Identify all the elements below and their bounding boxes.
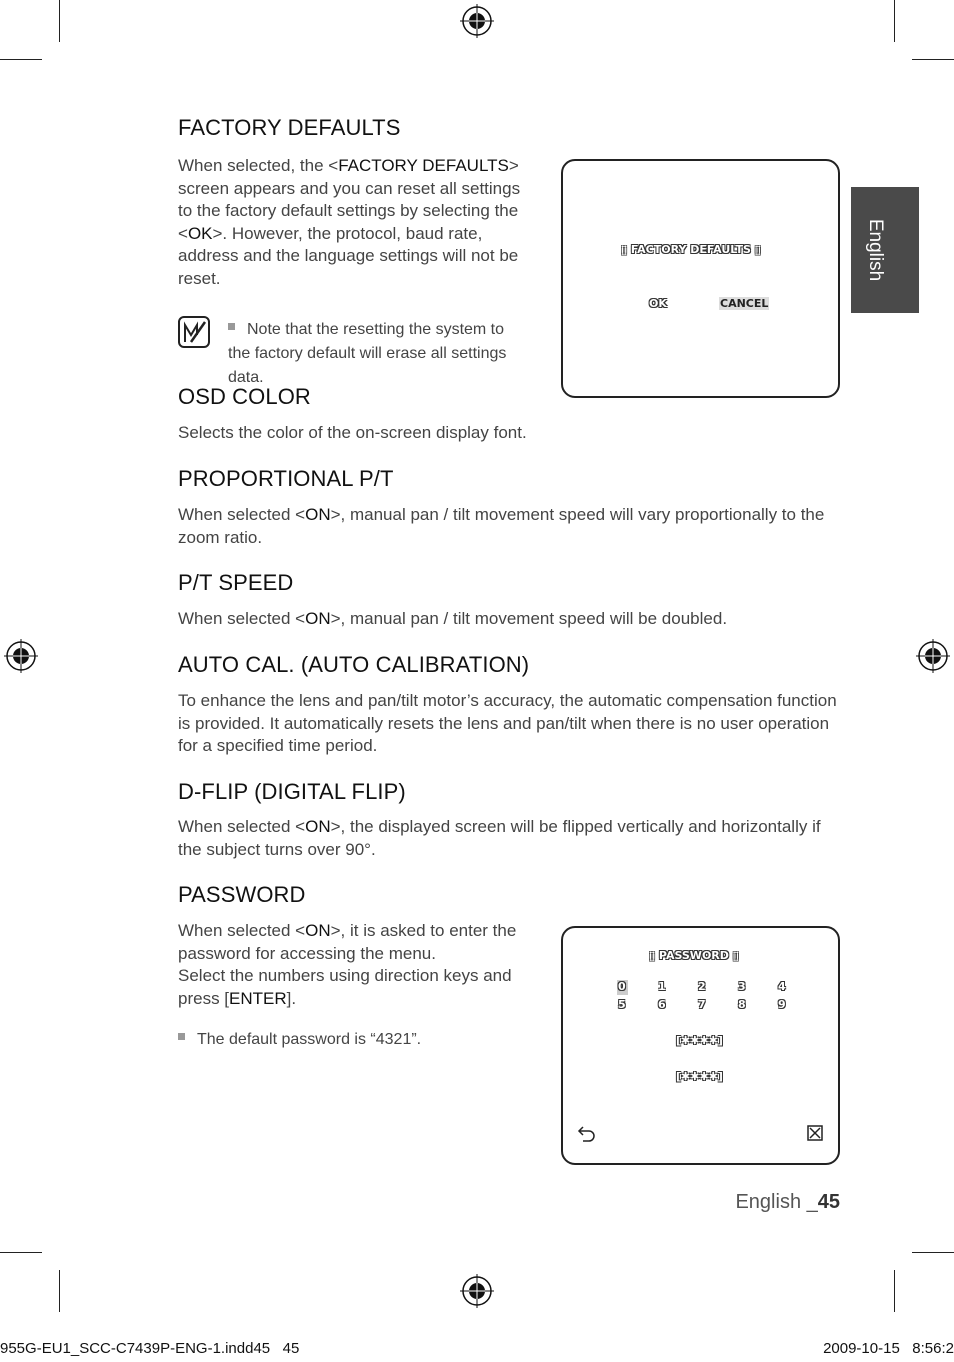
osd-exit-icon[interactable] (807, 1125, 823, 1141)
dflip-body (178, 816, 840, 861)
body-text: When selected, the < (178, 156, 339, 175)
body-text: When selected < (178, 817, 306, 836)
auto-cal-body: To enhance the lens and pan/tilt motor’s accuracy, the automatic compensation function is provided. It automatically resets the lens and pan/tilt when there is no user operation for a specified time period. (178, 691, 837, 755)
password-note (178, 1028, 518, 1052)
osd-digit[interactable]: 1 (658, 980, 666, 993)
body-text: >, manual pan / tilt movement speed will vary proportionally to the zoom ratio. (178, 505, 825, 547)
osd-title-row (649, 949, 739, 962)
crop-mark (894, 1270, 895, 1312)
note-text: The default password is “4321”. (197, 1031, 422, 1048)
registration-mark-icon (460, 1274, 494, 1308)
body-text: >. However, the protocol, baud rate, address and the language settings will not be reset. (178, 223, 519, 288)
osd-digit[interactable]: 5 (618, 998, 626, 1011)
osd-password-confirm: [✱✱✱✱] (676, 1070, 723, 1083)
registration-mark-icon (460, 4, 494, 38)
osd-digit[interactable]: 8 (738, 998, 746, 1011)
osd-title: FACTORY DEFAULTS (630, 243, 751, 256)
body-text: Select the numbers using direction keys and press [ (178, 966, 512, 1008)
osd-digit[interactable]: 7 (698, 998, 706, 1011)
password-body (178, 920, 540, 1010)
crop-mark (59, 0, 60, 42)
page-number (640, 1191, 840, 1214)
osd-digit[interactable]: 2 (698, 980, 706, 993)
osd-title-row (621, 243, 761, 256)
bullet-icon (178, 1033, 185, 1040)
osd-screen-factory-defaults (561, 159, 840, 398)
bullet-icon (228, 323, 235, 330)
crop-mark (0, 59, 42, 60)
proportional-pt-body (178, 504, 840, 549)
body-text: ]. (286, 988, 297, 1008)
osd-digit[interactable]: 3 (738, 980, 746, 993)
osd-digit[interactable]: 0 (618, 980, 626, 993)
section-title-factory-defaults: FACTORY DEFAULTS (178, 115, 401, 140)
osd-screen-password (561, 926, 840, 1165)
section-title-pt-speed: P/T SPEED (178, 570, 294, 595)
section-title-osd-color: OSD COLOR (178, 384, 311, 409)
registration-mark-icon (4, 639, 38, 673)
menu-term: ON (305, 505, 331, 524)
menu-term: FACTORY DEFAULTS (338, 156, 509, 175)
page-number-value: 45 (817, 1191, 840, 1213)
osd-digit[interactable]: 9 (778, 998, 786, 1011)
osd-digit[interactable]: 4 (778, 980, 786, 993)
osd-color-body: Selects the color of the on-screen display font. (178, 423, 527, 442)
pt-speed-body (178, 608, 840, 631)
body-text: When selected < (178, 921, 306, 940)
menu-term: OK (187, 223, 213, 243)
osd-ok-option[interactable]: OK (649, 297, 667, 310)
osd-bracket-icon: ▯ (621, 243, 631, 256)
registration-mark-icon (916, 639, 950, 673)
crop-mark (912, 1252, 954, 1253)
menu-term: ON (305, 921, 331, 940)
menu-term: ON (305, 817, 331, 836)
menu-term: ENTER (229, 988, 287, 1008)
osd-password-entry: [✱✱✱✱] (676, 1034, 723, 1047)
factory-defaults-body (178, 155, 530, 290)
section-title-dflip: D-FLIP (DIGITAL FLIP) (178, 779, 406, 804)
body-text: >, manual pan / tilt movement speed will be doubled. (330, 609, 728, 628)
section-title-auto-cal: AUTO CAL. (AUTO CALIBRATION) (178, 652, 530, 677)
body-text: >, it is asked to enter the password for accessing the menu. (178, 921, 517, 963)
menu-term: ON (305, 609, 331, 628)
crop-mark (894, 0, 895, 42)
crop-mark (912, 59, 954, 60)
print-slug-date: 2009-10-15 8:56:2 (823, 1340, 954, 1357)
body-text: >, the displayed screen will be flipped vertically and horizontally if the subject turns over 90°. (178, 817, 821, 859)
osd-cancel-option[interactable]: CANCEL (720, 297, 769, 310)
crop-mark (0, 1252, 42, 1253)
language-side-tab (851, 187, 919, 313)
body-text: When selected < (178, 609, 306, 628)
osd-return-icon[interactable] (577, 1124, 597, 1142)
body-text: When selected < (178, 505, 306, 524)
osd-bracket-icon: ▯ (649, 949, 659, 962)
side-tab-label: English (865, 218, 886, 282)
note-icon (177, 315, 211, 349)
factory-defaults-note (228, 318, 528, 390)
osd-bracket-icon: ▯ (728, 949, 739, 962)
osd-digit[interactable]: 6 (658, 998, 666, 1011)
section-title-proportional-pt: PROPORTIONAL P/T (178, 466, 394, 491)
print-slug-file: 955G-EU1_SCC-C7439P-ENG-1.indd45 45 (0, 1340, 300, 1357)
page-prefix: English _ (735, 1191, 818, 1213)
osd-title: PASSWORD (658, 949, 729, 962)
crop-mark (59, 1270, 60, 1312)
section-title-password: PASSWORD (178, 882, 306, 907)
body-text: > screen appears and you can reset all settings to the factory default settings by selecting the < (178, 156, 521, 243)
osd-bracket-icon: ▯ (750, 243, 761, 256)
note-text: Note that the resetting the system to the factory default will erase all settings data. (228, 321, 507, 386)
